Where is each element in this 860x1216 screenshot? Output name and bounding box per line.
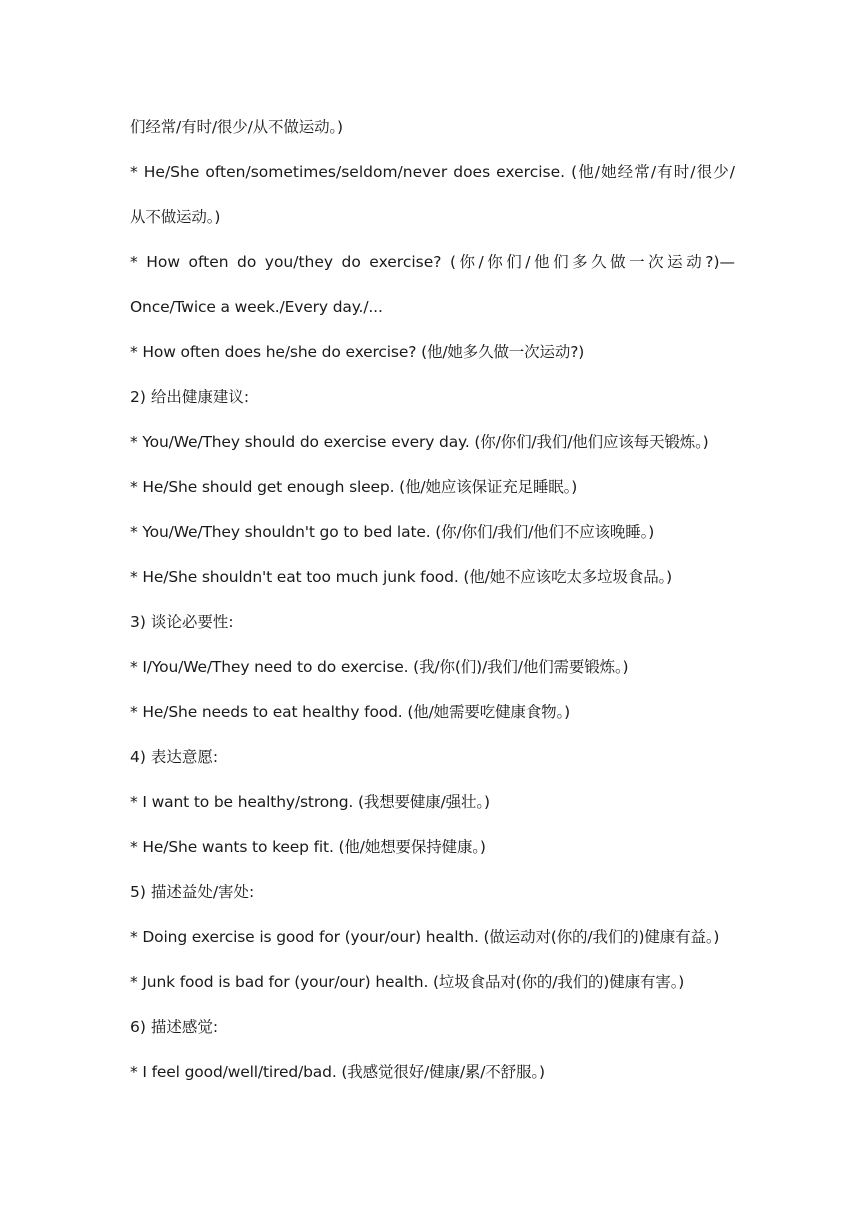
text-line: * He/She should get enough sleep. (他/她应该保证充足睡眠。) bbox=[130, 478, 578, 496]
text-line: * How often do you/they do exercise? (你/你们/他们多久做一次运动?)— bbox=[130, 253, 735, 271]
text-line: * He/She shouldn't eat too much junk food. (他/她不应该吃太多垃圾食品。) bbox=[130, 568, 673, 586]
text-line: * He/She often/sometimes/seldom/never does exercise. (他/她经常/有时/很少/ bbox=[130, 163, 735, 181]
text-line: 从不做运动。) bbox=[130, 208, 221, 226]
text-line: Once/Twice a week./Every day./... bbox=[130, 298, 383, 316]
section-heading: 6) 描述感觉: bbox=[130, 1018, 219, 1036]
section-heading: 4) 表达意愿: bbox=[130, 748, 219, 766]
text-line: * I want to be healthy/strong. (我想要健康/强壮。) bbox=[130, 793, 490, 811]
text-line: * You/We/They should do exercise every day. (你/你们/我们/他们应该每天锻炼。) bbox=[130, 433, 709, 451]
text-line: * I/You/We/They need to do exercise. (我/你(们)/我们/他们需要锻炼。) bbox=[130, 658, 629, 676]
text-line: * Doing exercise is good for (your/our) health. (做运动对(你的/我们的)健康有益。) bbox=[130, 928, 720, 946]
text-line: * He/She wants to keep fit. (他/她想要保持健康。) bbox=[130, 838, 486, 856]
text-body bbox=[130, 114, 735, 1104]
text-line: 们经常/有时/很少/从不做运动。) bbox=[130, 118, 343, 136]
text-line: * How often does he/she do exercise? (他/她多久做一次运动?) bbox=[130, 343, 585, 361]
text-line: * I feel good/well/tired/bad. (我感觉很好/健康/累/不舒服。) bbox=[130, 1063, 545, 1081]
section-heading: 2) 给出健康建议: bbox=[130, 388, 250, 406]
text-line: * You/We/They shouldn't go to bed late. (你/你们/我们/他们不应该晚睡。) bbox=[130, 523, 655, 541]
section-heading: 5) 描述益处/害处: bbox=[130, 883, 255, 901]
text-line: * Junk food is bad for (your/our) health. (垃圾食品对(你的/我们的)健康有害。) bbox=[130, 973, 685, 991]
text-line: * He/She needs to eat healthy food. (他/她需要吃健康食物。) bbox=[130, 703, 570, 721]
section-heading: 3) 谈论必要性: bbox=[130, 613, 234, 631]
